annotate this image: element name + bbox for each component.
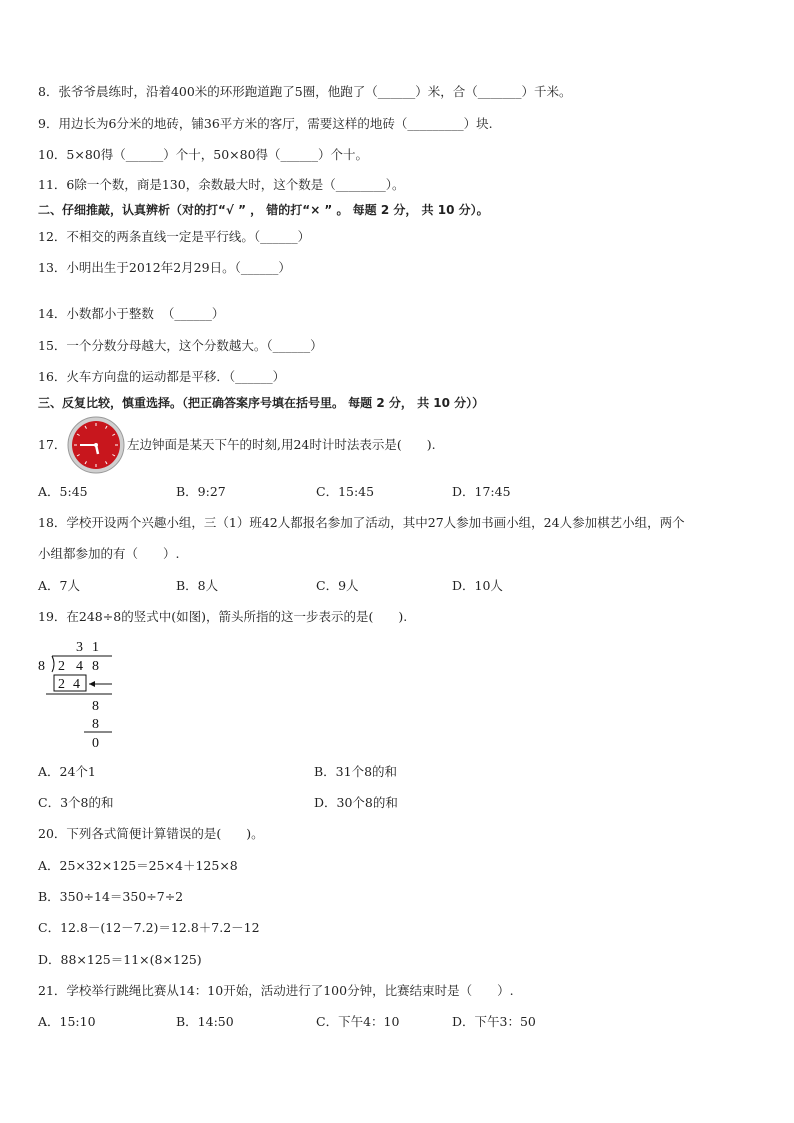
q18-option-c: C．9人: [316, 578, 359, 593]
quotient-digit-2: 1: [92, 640, 99, 655]
q20-option-b: B．350÷14＝350÷7÷2: [38, 889, 184, 904]
q19-option-a: A．24个1: [38, 764, 96, 779]
q18-option-a: A．7人: [38, 578, 80, 593]
question-9: 9．用边长为6分米的地砖，铺36平方米的客厅，需要这样的地砖（_________）块.: [38, 116, 493, 131]
section-2-heading: 二、仔细推敲，认真辨析（对的打“√ ” ， 错的打“× ” 。 每题 2 分， 共 10 分）。: [38, 203, 489, 217]
question-8: 8．张爷爷晨练时，沿着400米的环形跑道跑了5圈，他跑了（______）米，合（_______）千米。: [38, 84, 572, 99]
divisor: 8: [38, 659, 45, 674]
question-13: 13．小明出生于2012年2月29日。（______）: [38, 260, 291, 275]
q19-option-d: D．30个8的和: [314, 795, 398, 810]
dividend-digit-1: 2: [58, 659, 65, 674]
section-3-heading: 三、反复比较，慎重选择。（把正确答案序号填在括号里。 每题 2 分， 共 10 分））: [38, 396, 485, 410]
q21-option-b: B．14:50: [176, 1014, 234, 1029]
dividend-digit-3: 8: [92, 659, 99, 674]
q17-option-c: C．15:45: [316, 484, 375, 499]
clock-image: [67, 416, 125, 474]
question-17-text: 左边钟面是某天下午的时刻,用24时计时法表示是( ).: [127, 437, 436, 452]
question-20-text: 20．下列各式简便计算错误的是( )。: [38, 826, 264, 841]
q21-option-a: A．15:10: [38, 1014, 96, 1029]
q19-option-b: B．31个8的和: [314, 764, 398, 779]
bring-down-digit: 8: [92, 699, 99, 714]
q21-option-c: C．下午4：10: [316, 1014, 400, 1029]
q19-option-c: C．3个8的和: [38, 795, 114, 810]
q20-option-a: A．25×32×125＝25×4＋125×8: [38, 858, 238, 873]
remainder-digit: 0: [92, 736, 99, 751]
q18-option-d: D．10人: [452, 578, 503, 593]
question-16: 16．火车方向盘的运动都是平移．（______）: [38, 369, 286, 384]
q20-option-d: D．88×125＝11×(8×125): [38, 952, 202, 967]
q21-option-d: D．下午3：50: [452, 1014, 536, 1029]
step1-digit-2: 4: [73, 677, 80, 692]
quotient-digit-1: 3: [76, 640, 83, 655]
q17-option-b: B．9:27: [176, 484, 226, 499]
dividend-digit-2: 4: [76, 659, 83, 674]
question-18-line-2: 小组都参加的有（ ）.: [38, 546, 180, 561]
question-17-number: 17．: [38, 437, 67, 452]
question-19-text: 19．在248÷8的竖式中(如图)，箭头所指的这一步表示的是( ).: [38, 609, 408, 624]
step2-digit: 8: [92, 717, 99, 732]
question-18-line-1: 18．学校开设两个兴趣小组，三（1）班42人都报名参加了活动，其中27人参加书画小组，24人参加棋艺小组，两个: [38, 515, 685, 530]
question-21-text: 21．学校举行跳绳比赛从14：10开始，活动进行了100分钟，比赛结束时是（ ）.: [38, 983, 514, 998]
question-15: 15．一个分数分母越大，这个分数越大。（______）: [38, 338, 323, 353]
q20-option-c: C．12.8－(12－7.2)＝12.8＋7.2－12: [38, 920, 260, 935]
long-division-figure: [36, 636, 126, 752]
question-14: 14．小数都小于整数 （______）: [38, 306, 225, 321]
q17-option-d: D．17:45: [452, 484, 511, 499]
q17-option-a: A．5:45: [38, 484, 88, 499]
q18-option-b: B．8人: [176, 578, 219, 593]
question-10: 10．5×80得（______）个十，50×80得（______）个十。: [38, 147, 369, 162]
question-11: 11．6除一个数，商是130，余数最大时，这个数是（________）。: [38, 177, 405, 192]
step1-digit-1: 2: [58, 677, 65, 692]
question-12: 12．不相交的两条直线一定是平行线。（______）: [38, 229, 311, 244]
